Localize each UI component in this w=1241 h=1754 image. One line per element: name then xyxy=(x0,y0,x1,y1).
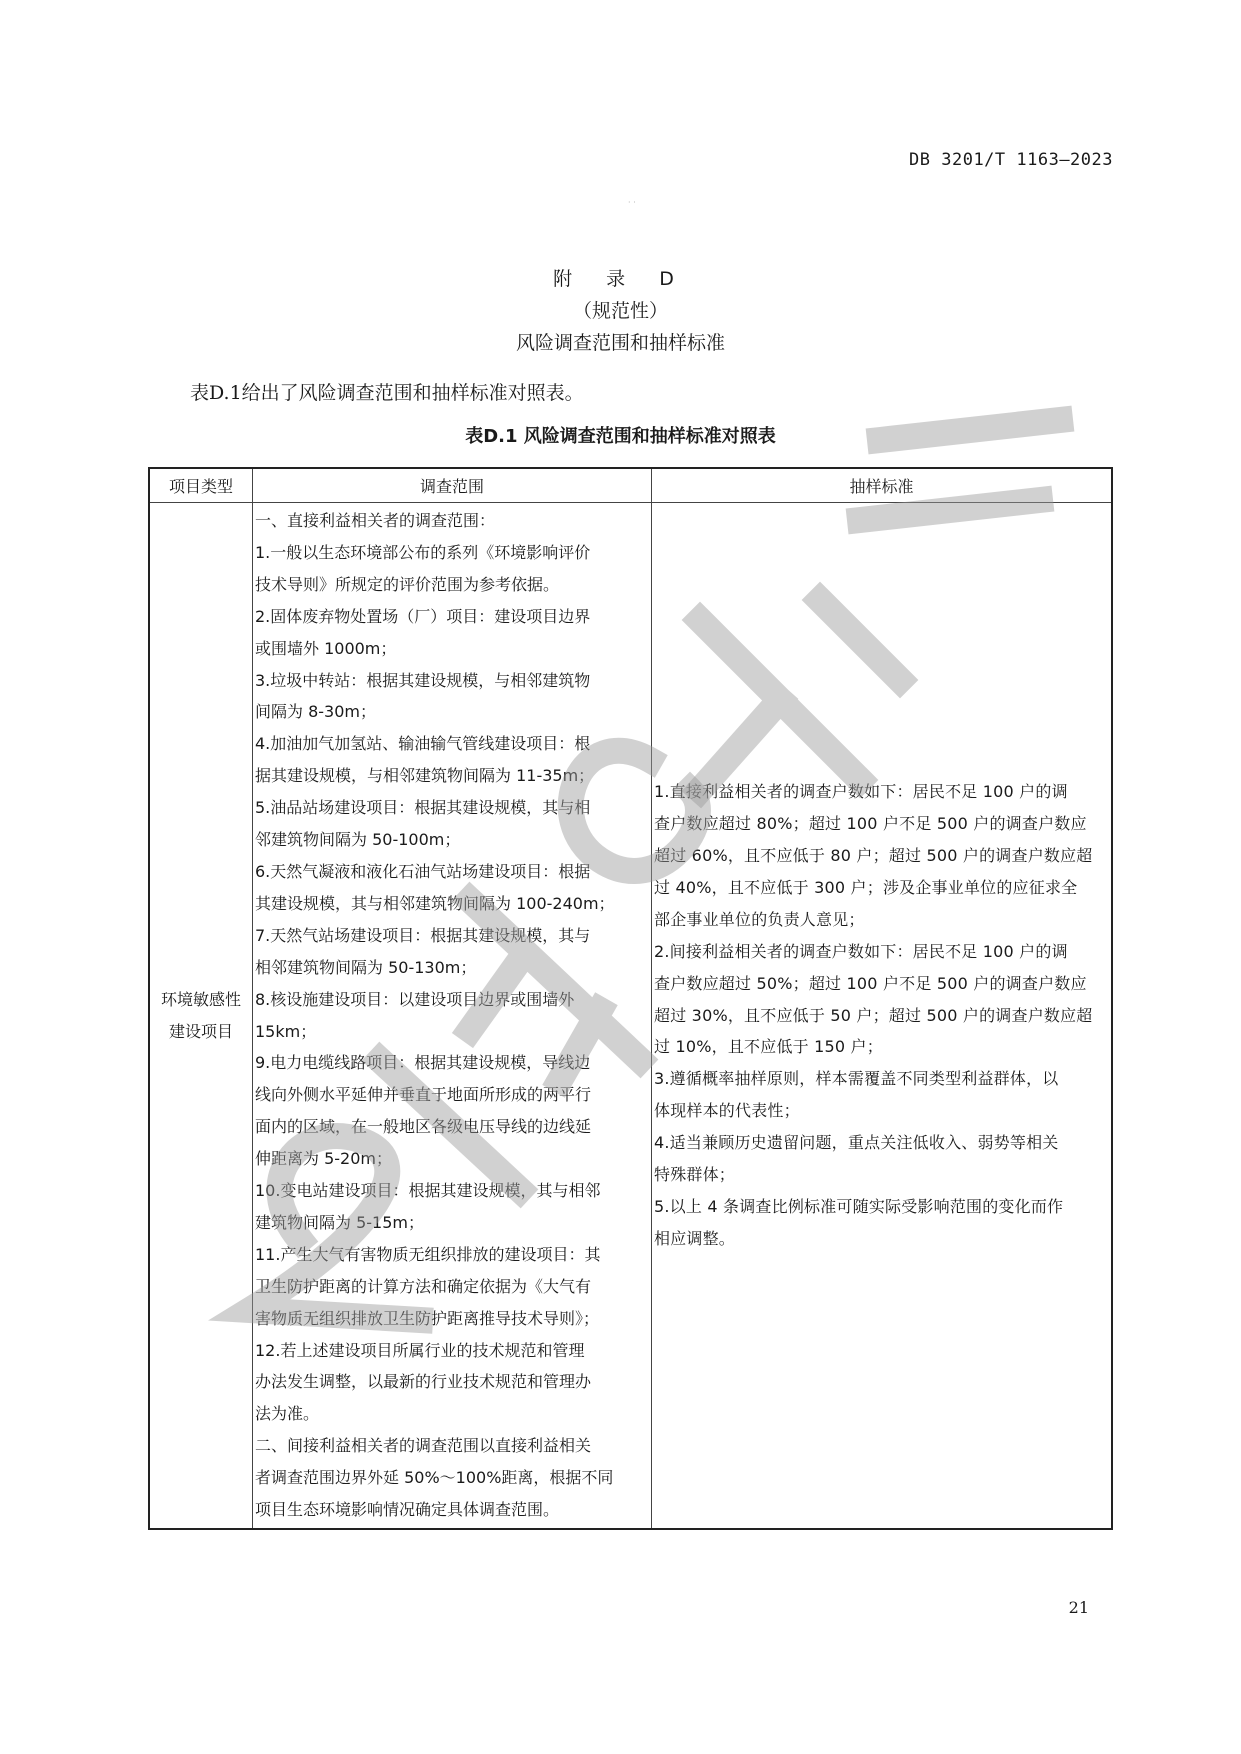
sampling-standard-line: 查户数应超过 80%；超过 100 户不足 500 户的调查户数应 xyxy=(654,814,1087,834)
appendix-heading xyxy=(0,263,1241,359)
appendix-subject: 风险调查范围和抽样标准 xyxy=(515,332,725,354)
sampling-standard-cell xyxy=(652,503,1113,1530)
survey-scope-line: 害物质无组织排放卫生防护距离推导技术导则》； xyxy=(255,1308,600,1328)
survey-scope-line: 12.若上述建设项目所属行业的技术规范和管理 xyxy=(255,1340,585,1360)
survey-scope-line: 卫生防护距离的计算方法和确定依据为《大气有 xyxy=(255,1276,592,1296)
survey-scope-line: 线向外侧水平延伸并垂直于地面所形成的两平行 xyxy=(255,1085,592,1105)
header-survey-scope: 调查范围 xyxy=(253,468,652,503)
sampling-standard-line: 1.直接利益相关者的调查户数如下：居民不足 100 户的调 xyxy=(654,782,1068,802)
survey-scope-line: 伸距离为 5-20m； xyxy=(255,1149,392,1169)
survey-scope-line: 项目生态环境影响情况确定具体调查范围。 xyxy=(255,1500,560,1520)
sampling-standard-line: 体现样本的代表性； xyxy=(654,1101,800,1121)
sampling-standard-line: 2.间接利益相关者的调查户数如下：居民不足 100 户的调 xyxy=(654,941,1068,961)
header-project-type: 项目类型 xyxy=(149,468,253,503)
survey-scope-line: 4.加油加气加氢站、输油输气管线建设项目：根 xyxy=(255,734,591,754)
table-row xyxy=(149,503,1112,1530)
survey-scope-line: 11.产生大气有害物质无组织排放的建设项目：其 xyxy=(255,1244,601,1264)
project-type-cell xyxy=(149,503,253,1530)
survey-scope-line: 者调查范围边界外延 50%～100%距离，根据不同 xyxy=(255,1468,614,1488)
survey-scope-line: 7.天然气站场建设项目：根据其建设规模，其与 xyxy=(255,925,591,945)
sampling-standard-line: 超过 60%，且不应低于 80 户；超过 500 户的调查户数应超 xyxy=(654,846,1093,866)
sampling-standard-line: 相应调整。 xyxy=(654,1228,736,1248)
sampling-standard-line: 特殊群体； xyxy=(654,1165,736,1185)
sampling-standard-line: 过 40%，且不应低于 300 户；涉及企事业单位的应征求全 xyxy=(654,877,1078,897)
header-sampling-standard: 抽样标准 xyxy=(652,468,1113,503)
survey-scope-line: 3.垃圾中转站：根据其建设规模，与相邻建筑物 xyxy=(255,670,591,690)
project-type-line: 建设项目 xyxy=(168,1021,233,1041)
intro-paragraph: 表D.1给出了风险调查范围和抽样标准对照表。 xyxy=(190,382,584,404)
appendix-nature: （规范性） xyxy=(572,300,668,322)
table-header-row xyxy=(149,468,1112,503)
sampling-standard-line: 部企事业单位的负责人意见； xyxy=(654,909,865,929)
survey-scope-line: 2.固体废弃物处置场（厂）项目：建设项目边界 xyxy=(255,606,591,626)
survey-scope-line: 建筑物间隔为 5-15m； xyxy=(255,1212,424,1232)
sampling-standard-line: 过 10%，且不应低于 150 户； xyxy=(654,1037,883,1057)
survey-scope-line: 法为准。 xyxy=(255,1404,320,1424)
table-caption: 表D.1 风险调查范围和抽样标准对照表 xyxy=(465,426,776,447)
sampling-standard-line: 查户数应超过 50%；超过 100 户不足 500 户的调查户数应 xyxy=(654,973,1087,993)
page-number: 21 xyxy=(1068,1598,1089,1617)
survey-scope-line: 5.油品站场建设项目：根据其建设规模，其与相 xyxy=(255,798,591,818)
sampling-standard-line: 3.遵循概率抽样原则，样本需覆盖不同类型利益群体，以 xyxy=(654,1069,1059,1089)
survey-scope-line: 15km； xyxy=(255,1021,317,1041)
sampling-standard-line: 4.适当兼顾历史遗留问题，重点关注低收入、弱势等相关 xyxy=(654,1133,1059,1153)
survey-scope-line: 面内的区域，在一般地区各级电压导线的边线延 xyxy=(255,1117,592,1137)
document-code: DB 3201/T 1163—2023 xyxy=(909,150,1113,170)
survey-scope-line: 10.变电站建设项目：根据其建设规模，其与相邻 xyxy=(255,1181,601,1201)
survey-scope-line: 邻建筑物间隔为 50-100m； xyxy=(255,830,461,850)
sampling-standard-line: 5.以上 4 条调查比例标准可随实际受影响范围的变化而作 xyxy=(654,1196,1064,1216)
survey-scope-cell xyxy=(253,503,652,1530)
survey-scope-line: 6.天然气凝液和液化石油气站场建设项目：根据 xyxy=(255,861,591,881)
survey-scope-line: 二、间接利益相关者的调查范围以直接利益相关 xyxy=(255,1436,592,1456)
survey-scope-line: 1.一般以生态环境部公布的系列《环境影响评价 xyxy=(255,542,591,562)
appendix-title: 附 录 D xyxy=(553,268,688,290)
survey-scope-line: 其建设规模，其与相邻建筑物间隔为 100-240m； xyxy=(255,893,615,913)
survey-scope-line: 技术导则》所规定的评价范围为参考依据。 xyxy=(255,574,560,594)
survey-scope-line: 一、直接利益相关者的调查范围： xyxy=(255,511,496,530)
sampling-standard-line: 超过 30%，且不应低于 50 户；超过 500 户的调查户数应超 xyxy=(654,1005,1093,1025)
survey-scope-line: 9.电力电缆线路项目：根据其建设规模，导线边 xyxy=(255,1053,591,1073)
risk-survey-table xyxy=(148,467,1113,1530)
survey-scope-line: 办法发生调整，以最新的行业技术规范和管理办 xyxy=(255,1372,592,1392)
project-type-line: 环境敏感性 xyxy=(160,989,241,1009)
survey-scope-line: 8.核设施建设项目：以建设项目边界或围墙外 xyxy=(255,989,575,1009)
survey-scope-line: 或围墙外 1000m； xyxy=(255,638,397,658)
survey-scope-line: 间隔为 8-30m； xyxy=(255,702,376,722)
survey-scope-line: 据其建设规模，与相邻建筑物间隔为 11-35m； xyxy=(255,766,595,786)
decorative-dots: · · xyxy=(628,198,636,207)
survey-scope-line: 相邻建筑物间隔为 50-130m； xyxy=(255,957,477,977)
